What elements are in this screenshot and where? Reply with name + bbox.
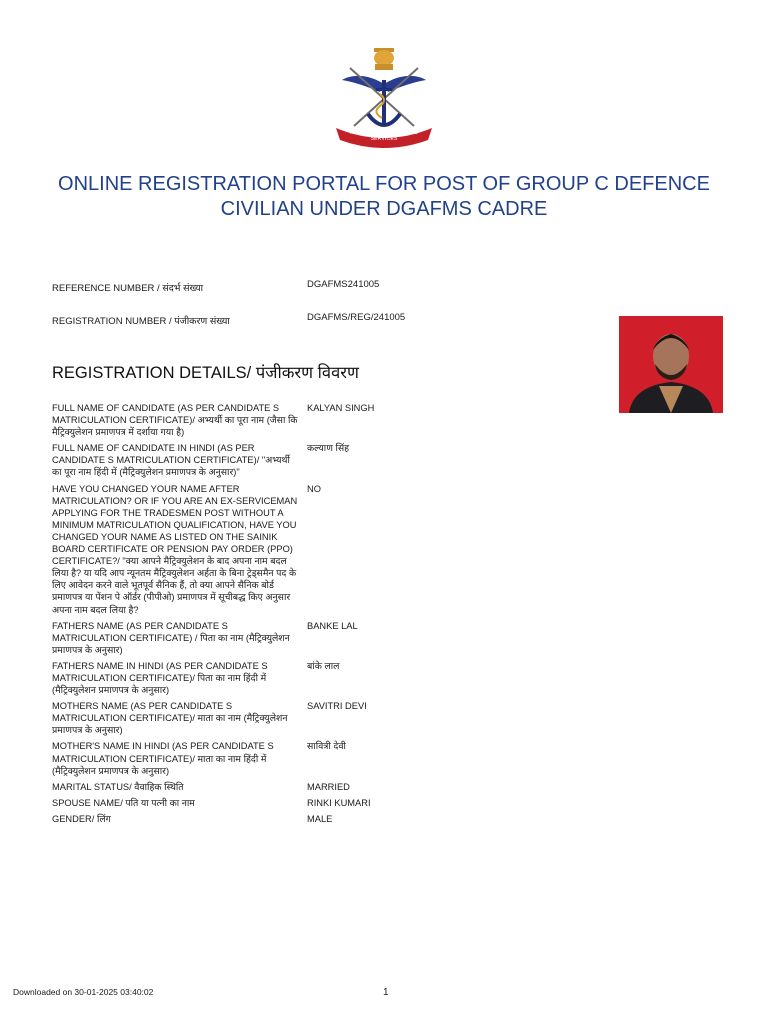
details-table	[52, 402, 612, 829]
detail-label: MARITAL STATUS/ वैवाहिक स्थिति	[52, 781, 184, 792]
detail-row-spouse-name	[52, 797, 612, 809]
reference-number-value: DGAFMS241005	[307, 279, 380, 290]
detail-label: GENDER/ लिंग	[52, 813, 111, 824]
download-timestamp: Downloaded on 30-01-2025 03:40:02	[13, 987, 154, 997]
detail-value: कल्याण सिंह	[307, 443, 350, 454]
afms-emblem-icon	[330, 44, 438, 148]
candidate-photo	[619, 316, 723, 413]
detail-label: MOTHER'S NAME IN HINDI (AS PER CANDIDATE S MATRICULATION CERTIFICATE)/ माता का नाम हिंदी में (मैट्रिक्युलेशन प्रमाणपत्र के अनुसार)	[52, 741, 274, 776]
emblem-text: ARMED FORCES MEDICAL SERVICES	[350, 130, 418, 142]
detail-value: KALYAN SINGH	[307, 403, 375, 413]
detail-value: बांके लाल	[307, 660, 340, 671]
detail-label: FATHERS NAME (AS PER CANDIDATE S MATRICULATION CERTIFICATE) / पिता का नाम (मैट्रिक्युलेशन प्रमाणपत्र के अनुसार)	[52, 620, 290, 655]
detail-row-name-change	[52, 483, 612, 616]
detail-row-fathers-name	[52, 620, 612, 656]
detail-row-full-name	[52, 402, 612, 438]
detail-label: FULL NAME OF CANDIDATE (AS PER CANDIDATE S MATRICULATION CERTIFICATE)/ अभ्यर्थी का पूरा नाम (जैसा कि मैट्रिक्युलेशन प्रमाणपत्र में दर्शाया गया है)	[52, 403, 298, 438]
detail-label: FULL NAME OF CANDIDATE IN HINDI (AS PER CANDIDATE S MATRICULATION CERTIFICATE)/ "अभ्यर्थी का पूरा नाम हिंदी में (मैट्रिक्युलेशन प्रमाणपत्र के अनुसार)"	[52, 443, 290, 478]
detail-value: सावित्री देवी	[307, 741, 346, 752]
portal-title: ONLINE REGISTRATION PORTAL FOR POST OF GROUP C DEFENCE CIVILIAN UNDER DGAFMS CADRE	[58, 173, 710, 220]
detail-value: SAVITRI DEVI	[307, 701, 367, 712]
detail-value: RINKI KUMARI	[307, 797, 371, 808]
detail-row-fathers-name-hindi	[52, 660, 612, 696]
detail-label: HAVE YOU CHANGED YOUR NAME AFTER MATRICULATION? OR IF YOU ARE AN EX-SERVICEMAN APPLYING FOR THE TRADESMEN POST WITHOUT A MINIMUM MATRICULATION QUALIFICATION, HAVE YOU CHANGED YOUR NAME AS LISTED ON THE SAINIK BOARD CERTIFICATE OR PENSION PAY ORDER (PPO) CERTIFICATE?/ "क्या आपने मैट्रिक्युलेशन के बाद अपना नाम बदल लिया है? या यदि आप न्यूनतम मैट्रिक्युलेशन अर्हता के बिना ट्रेड्समैन पद के लिए आवेदन करने वाले भूतपूर्व सैनिक हैं, तो क्या आपने सैनिक बोर्ड प्रमाणपत्र या पेंशन पे ऑर्डर (पीपीओ) प्रमाणपत्र में सूचीबद्ध किए अनुसार अपना नाम बदल लिया है?	[52, 483, 298, 615]
detail-row-mothers-name-hindi	[52, 740, 612, 776]
detail-label: MOTHERS NAME (AS PER CANDIDATE S MATRICULATION CERTIFICATE)/ माता का नाम (मैट्रिक्युलेशन प्रमाणपत्र के अनुसार)	[52, 701, 288, 736]
registration-number-label: REGISTRATION NUMBER / पंजीकरण संख्या	[52, 316, 230, 327]
detail-row-marital-status	[52, 781, 612, 793]
detail-label: SPOUSE NAME/ पति या पत्नी का नाम	[52, 797, 195, 808]
registration-details-heading: REGISTRATION DETAILS/ पंजीकरण विवरण	[52, 364, 359, 382]
detail-value: BANKE LAL	[307, 620, 358, 631]
reference-number-label: REFERENCE NUMBER / संदर्भ संख्या	[52, 283, 204, 294]
detail-row-full-name-hindi	[52, 442, 612, 478]
detail-row-gender	[52, 813, 612, 825]
detail-value: MALE	[307, 813, 333, 824]
detail-label: FATHERS NAME IN HINDI (AS PER CANDIDATE S MATRICULATION CERTIFICATE)/ पिता का नाम हिंदी में (मैट्रिक्युलेशन प्रमाणपत्र के अनुसार)	[52, 660, 268, 696]
registration-number-value: DGAFMS/REG/241005	[307, 312, 406, 323]
page-number: 1	[383, 987, 389, 998]
detail-value: NO	[307, 483, 321, 494]
detail-value: MARRIED	[307, 781, 350, 792]
detail-row-mothers-name	[52, 700, 612, 736]
